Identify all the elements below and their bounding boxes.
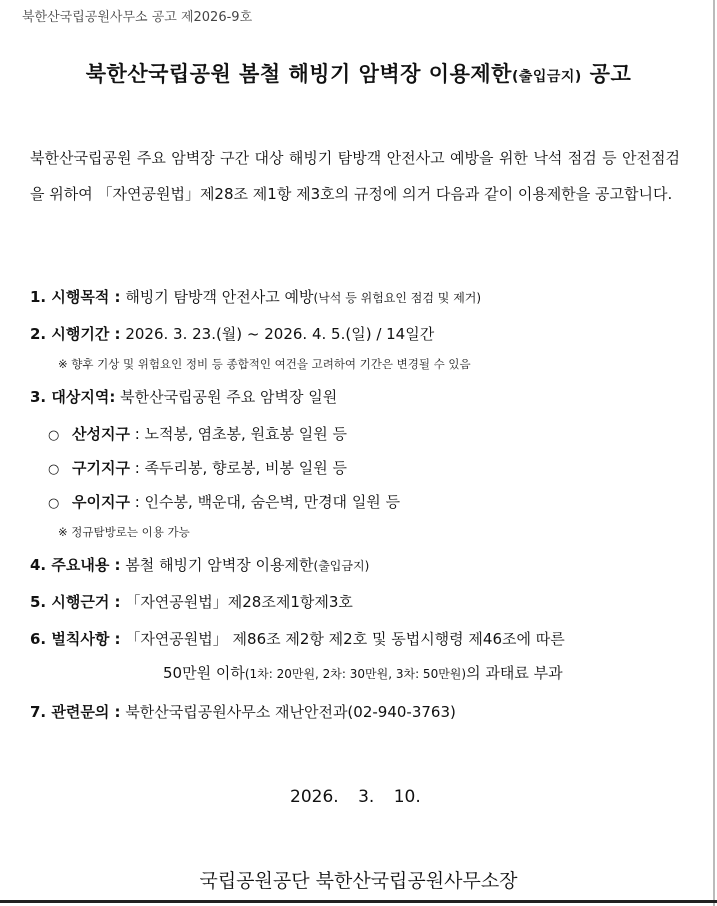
- penalty-fine: 의 과태료 부과: [466, 664, 563, 682]
- bottom-divider: [0, 900, 717, 903]
- title-paren: (출입금지): [511, 69, 582, 85]
- basis-text: 「자연공원법」제28조제1항제3호: [120, 593, 353, 611]
- district-gugi: [48, 457, 347, 478]
- period-label: 2. 시행기간 :: [30, 325, 121, 343]
- basis-label: 5. 시행근거 :: [30, 593, 121, 611]
- page-title: [0, 58, 717, 88]
- intro-paragraph: 북한산국립공원 주요 암벽장 구간 대상 해빙기 탐방객 안전사고 예방을 위한 낙석 점검 등 안전점검을 위하여 「자연공원법」제28조 제1항 제3호의 규정에 의거 다음과 같이 이용제한을 공고합니다.: [30, 149, 680, 203]
- right-edge-divider: [713, 0, 715, 906]
- area-label: 3. 대상지역:: [30, 388, 116, 406]
- penalty-amount: 50만원 이하: [163, 664, 245, 682]
- period-text: 2026. 3. 23.(월) ~ 2026. 4. 5.(일) / 14일간: [120, 325, 435, 343]
- district-name: 구기지구: [72, 459, 130, 477]
- content-text: 봄철 해빙기 암벽장 이용제한: [120, 556, 314, 574]
- bullet-icon: ○: [48, 496, 60, 511]
- area-note: ※ 정규탐방로는 이용 가능: [58, 525, 190, 539]
- item-period: [30, 323, 434, 344]
- purpose-small: (낙석 등 위험요인 점검 및 제거): [313, 291, 482, 305]
- item-purpose: [30, 286, 481, 307]
- penalty-line2: [163, 662, 563, 683]
- penalty-label: 6. 벌칙사항 :: [30, 630, 121, 648]
- penalty-breakdown: (1차: 20만원, 2차: 30만원, 3차: 50만원): [244, 667, 467, 681]
- district-text: : 족두리봉, 향로봉, 비봉 일원 등: [129, 459, 348, 477]
- content-label: 4. 주요내용 :: [30, 556, 121, 574]
- notice-date: 2026. 3. 10.: [290, 787, 421, 807]
- contact-text: 북한산국립공원사무소 재난안전과(02-940-3763): [120, 703, 456, 721]
- purpose-label: 1. 시행목적 :: [30, 288, 121, 306]
- issuer: 국립공원공단 북한산국립공원사무소장: [199, 870, 518, 892]
- contact-label: 7. 관련문의 :: [30, 703, 121, 721]
- district-text: : 인수봉, 백운대, 숨은벽, 만경대 일원 등: [129, 493, 401, 511]
- item-area: [30, 386, 337, 407]
- item-penalty: [30, 628, 565, 649]
- bullet-icon: ○: [48, 462, 60, 477]
- item-content: [30, 554, 369, 575]
- content-small: (출입금지): [313, 559, 370, 573]
- item-basis: [30, 591, 353, 612]
- district-text: : 노적봉, 염초봉, 원효봉 일원 등: [129, 425, 348, 443]
- district-ui: [48, 491, 400, 512]
- title-end: 공고: [581, 62, 632, 86]
- title-main: 북한산국립공원 봄철 해빙기 암벽장 이용제한: [85, 62, 512, 86]
- district-sanseong: [48, 423, 347, 444]
- item-contact: [30, 701, 456, 722]
- penalty-line1: 「자연공원법」 제86조 제2항 제2호 및 동법시행령 제46조에 따른: [120, 630, 565, 648]
- area-text: 북한산국립공원 주요 암벽장 일원: [115, 388, 338, 406]
- bullet-icon: ○: [48, 428, 60, 443]
- district-name: 산성지구: [72, 425, 130, 443]
- period-note: ※ 향후 기상 및 위험요인 정비 등 종합적인 여건을 고려하여 기간은 변경될 수 있음: [58, 357, 471, 371]
- purpose-text: 해빙기 탐방객 안전사고 예방: [120, 288, 314, 306]
- district-name: 우이지구: [72, 493, 130, 511]
- notice-number: 북한산국립공원사무소 공고 제2026-9호: [22, 10, 253, 25]
